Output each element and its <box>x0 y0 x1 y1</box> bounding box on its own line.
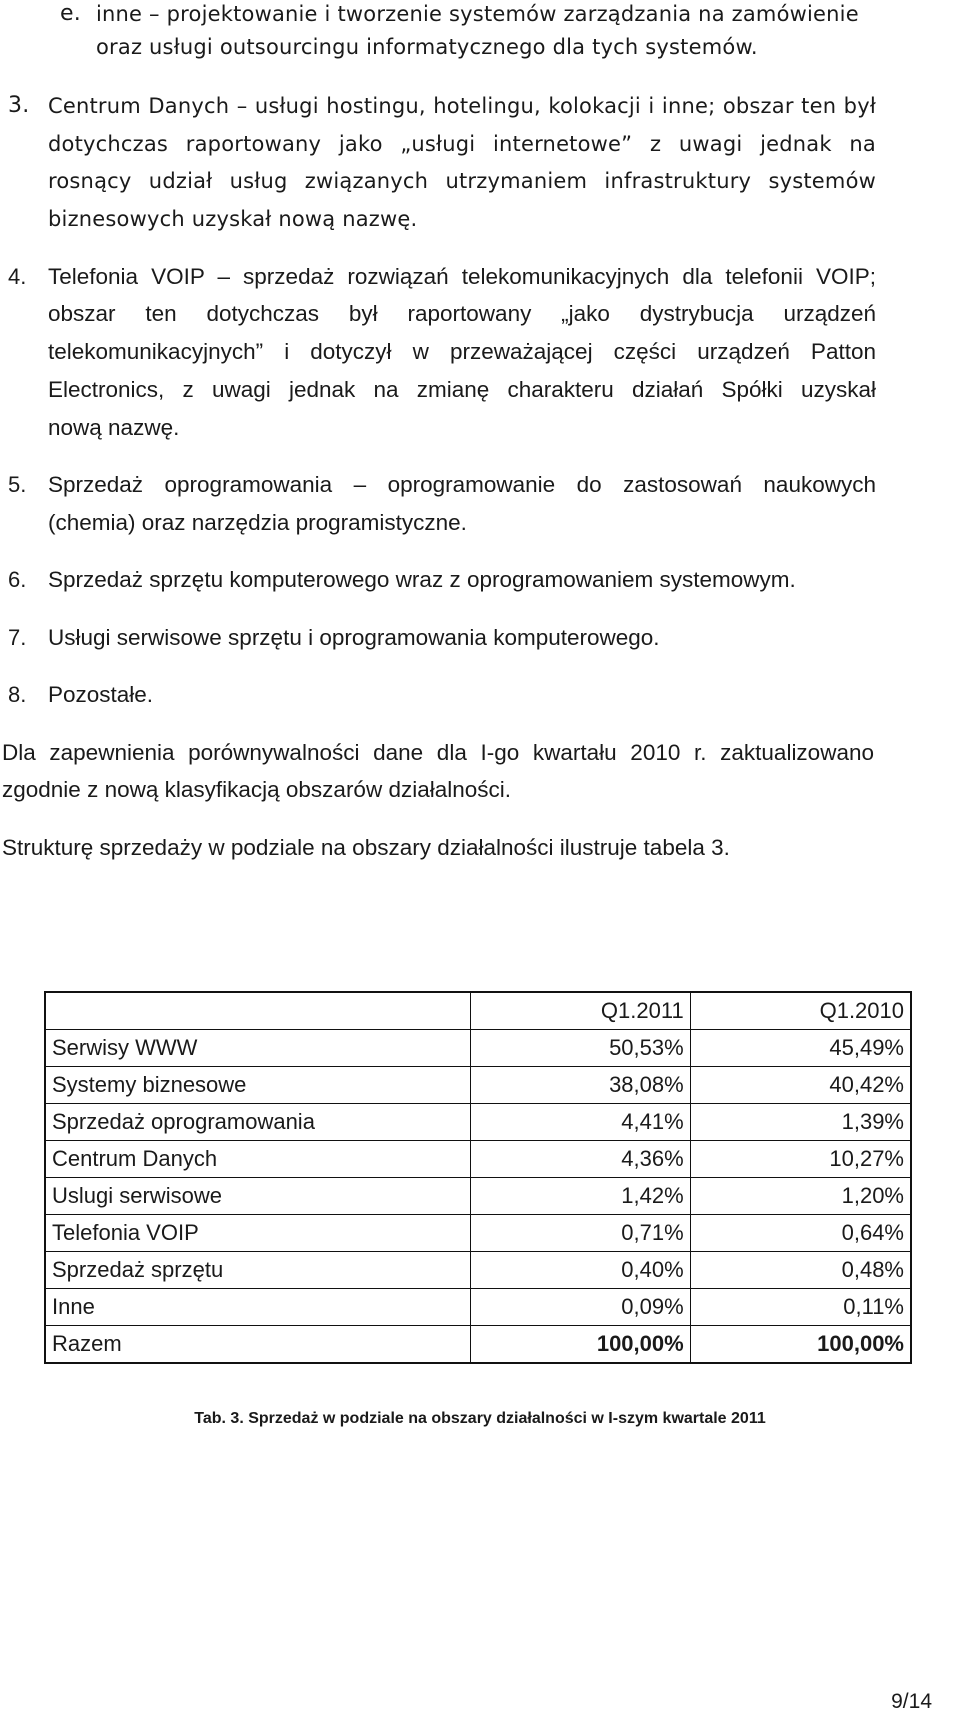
table-row <box>45 1067 911 1104</box>
list-marker-6: 6. <box>8 567 27 592</box>
item-4-line-1: Telefonia VOIP – sprzedaż rozwiązań telekomunikacyjnych dla telefonii VOIP; <box>48 264 876 289</box>
table-cell-total: 100,00% <box>471 1326 691 1364</box>
table-cell-value: 45,49% <box>690 1030 911 1067</box>
table-cell-value: 40,42% <box>690 1067 911 1104</box>
table-row <box>45 1030 911 1067</box>
table-header-cell: Q1.2010 <box>690 992 911 1030</box>
table-cell-value: 0,40% <box>471 1252 691 1289</box>
item-7-line-1: Usługi serwisowe sprzętu i oprogramowania komputerowego. <box>48 625 660 650</box>
table-cell-value: 1,42% <box>471 1178 691 1215</box>
list-marker-7: 7. <box>8 625 27 650</box>
table-cell-value: 10,27% <box>690 1141 911 1178</box>
table-header-cell: Q1.2011 <box>471 992 691 1030</box>
table-cell-value: 0,11% <box>690 1289 911 1326</box>
item-5-line-1: Sprzedaż oprogramowania – oprogramowanie do zastosowań naukowych <box>48 472 876 497</box>
item-6-line-1: Sprzedaż sprzętu komputerowego wraz z oprogramowaniem systemowym. <box>48 567 796 592</box>
list-marker-8: 8. <box>8 682 27 707</box>
comparability-paragraph-line-1: Dla zapewnienia porównywalności dane dla I-go kwartału 2010 r. zaktualizowano <box>2 740 874 765</box>
table-cell-value: 0,64% <box>690 1215 911 1252</box>
item-4-line-5: nową nazwę. <box>48 415 180 440</box>
item-e-line-1: inne – projektowanie i tworzenie systemów zarządzania na zamówienie <box>96 2 859 26</box>
page-number: 9/14 <box>891 1690 932 1713</box>
table-row <box>45 1141 911 1178</box>
table-cell-label: Razem <box>45 1326 471 1364</box>
table-cell-total: 100,00% <box>690 1326 911 1364</box>
comparability-paragraph-line-2: zgodnie z nową klasyfikacją obszarów działalności. <box>2 777 512 802</box>
item-3-line-3: rosnący udział usług związanych utrzymaniem infrastruktury systemów <box>48 169 876 193</box>
table-cell-value: 4,36% <box>471 1141 691 1178</box>
table-row <box>45 1104 911 1141</box>
table-cell-label: Uslugi serwisowe <box>45 1178 471 1215</box>
item-3-line-4: biznesowych uzyskał nową nazwę. <box>48 207 418 231</box>
item-8-line-1: Pozostałe. <box>48 682 154 707</box>
item-4-line-4: Electronics, z uwagi jednak na zmianę charakteru działań Spółki uzyskał <box>48 377 876 402</box>
table-cell-label: Inne <box>45 1289 471 1326</box>
table-cell-label: Serwisy WWW <box>45 1030 471 1067</box>
table-cell-label: Systemy biznesowe <box>45 1067 471 1104</box>
table-cell-value: 0,71% <box>471 1215 691 1252</box>
list-marker-4: 4. <box>8 264 27 289</box>
table-cell-value: 1,39% <box>690 1104 911 1141</box>
table-row <box>45 1215 911 1252</box>
table-cell-label: Sprzedaż oprogramowania <box>45 1104 471 1141</box>
table-row <box>45 1178 911 1215</box>
item-5-line-2: (chemia) oraz narzędzia programistyczne. <box>48 510 467 535</box>
table-caption: Tab. 3. Sprzedaż w podziale na obszary działalności w I-szym kwartale 2011 <box>194 1410 766 1427</box>
list-marker-3: 3. <box>8 93 30 118</box>
table-row <box>45 1289 911 1326</box>
list-marker-5: 5. <box>8 472 27 497</box>
table-total-row <box>45 1326 911 1364</box>
item-4-line-2: obszar ten dotychczas był raportowany „jako dystrybucja urządzeń <box>48 301 876 326</box>
table-header-row <box>45 992 911 1030</box>
table-cell-label: Sprzedaż sprzętu <box>45 1252 471 1289</box>
item-3-line-1: Centrum Danych – usługi hostingu, hotelingu, kolokacji i inne; obszar ten był <box>48 94 876 118</box>
table-intro-paragraph: Strukturę sprzedaży w podziale na obszary działalności ilustruje tabela 3. <box>2 835 730 860</box>
item-4-line-3: telekomunikacyjnych” i dotyczył w przeważającej części urządzeń Patton <box>48 339 876 364</box>
item-3-line-2: dotychczas raportowany jako „usługi internetowe” z uwagi jednak na <box>48 132 876 156</box>
sales-structure-table <box>44 991 912 1364</box>
table-cell-value: 1,20% <box>690 1178 911 1215</box>
table-cell-value: 0,09% <box>471 1289 691 1326</box>
list-marker-e: e. <box>60 1 81 26</box>
table-cell-value: 38,08% <box>471 1067 691 1104</box>
table-cell-value: 50,53% <box>471 1030 691 1067</box>
table-cell-value: 4,41% <box>471 1104 691 1141</box>
item-e-line-2: oraz usługi outsourcingu informatycznego dla tych systemów. <box>96 35 758 59</box>
table-cell-value: 0,48% <box>690 1252 911 1289</box>
table-cell-label: Telefonia VOIP <box>45 1215 471 1252</box>
table-row <box>45 1252 911 1289</box>
table-cell-label: Centrum Danych <box>45 1141 471 1178</box>
table-header-cell <box>45 992 471 1030</box>
